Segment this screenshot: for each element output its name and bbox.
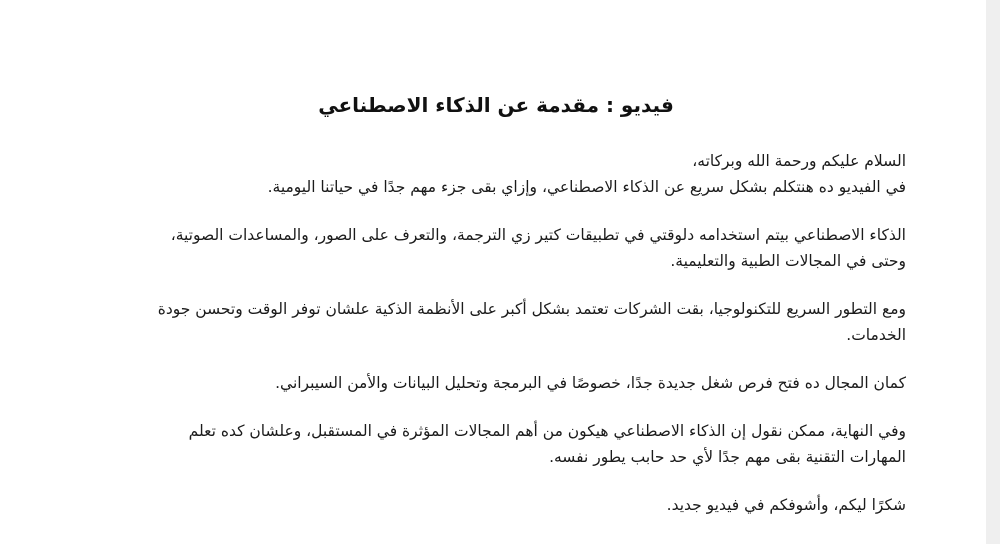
text-line: وحتى في المجالات الطبية والتعليمية. bbox=[670, 252, 906, 270]
text-line: المهارات التقنية بقى مهم جدًا لأي حد حابب يطور نفسه. bbox=[549, 448, 906, 466]
text-line: وفي النهاية، ممكن نقول إن الذكاء الاصطناعي هيكون من أهم المجالات المؤثرة في المستقبل، وعلشان كده تعلم bbox=[188, 422, 906, 440]
document-body bbox=[86, 88, 906, 540]
paragraph-applications bbox=[86, 222, 906, 274]
text-line: ومع التطور السريع للتكنولوجيا، بقت الشركات تعتمد بشكل أكبر على الأنظمة الذكية علشان توفر الوقت وتحسن جودة bbox=[157, 300, 906, 318]
window-edge bbox=[986, 0, 1000, 544]
paragraph-conclusion bbox=[86, 418, 906, 470]
paragraph-thanks bbox=[86, 492, 906, 518]
text-line: الخدمات. bbox=[846, 326, 906, 344]
paragraph-greeting bbox=[86, 148, 906, 200]
document-title: فيديو : مقدمة عن الذكاء الاصطناعي bbox=[318, 93, 674, 117]
text-line: الذكاء الاصطناعي بيتم استخدامه دلوقتي في تطبيقات كتير زي الترجمة، والتعرف على الصور، والمساعدات الصوتية، bbox=[170, 226, 906, 244]
text-line: في الفيديو ده هنتكلم بشكل سريع عن الذكاء الاصطناعي، وإزاي بقى جزء مهم جدًا في حياتنا اليومية. bbox=[267, 178, 906, 196]
text-line: السلام عليكم ورحمة الله وبركاته، bbox=[692, 152, 906, 170]
text-line: كمان المجال ده فتح فرص شغل جديدة جدًا، خصوصًا في البرمجة وتحليل البيانات والأمن السيبراني. bbox=[275, 374, 906, 392]
paragraph-jobs bbox=[86, 370, 906, 396]
paragraph-technology bbox=[86, 296, 906, 348]
text-line: شكرًا ليكم، وأشوفكم في فيديو جديد. bbox=[666, 496, 906, 514]
